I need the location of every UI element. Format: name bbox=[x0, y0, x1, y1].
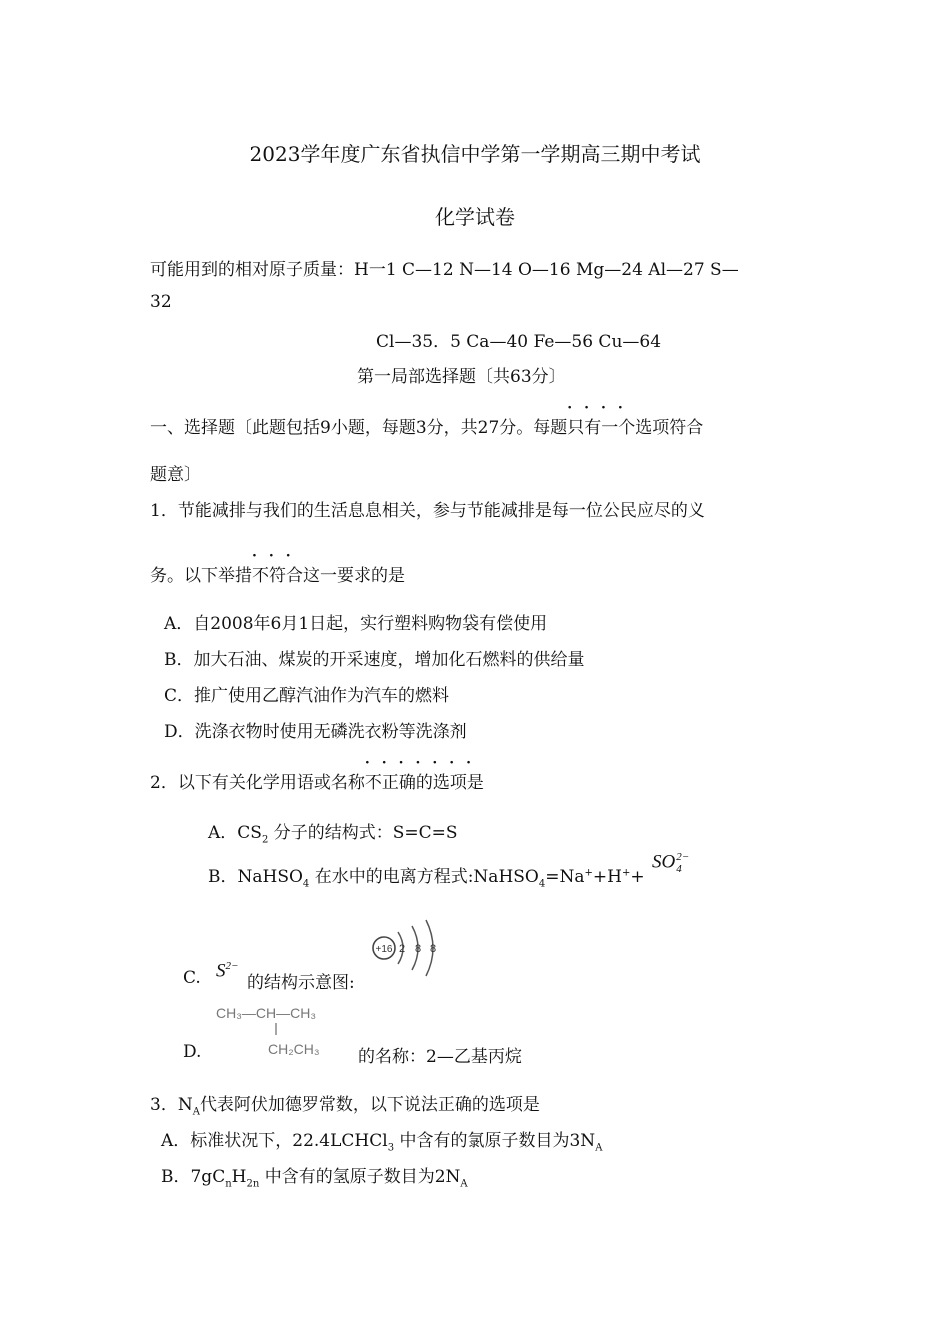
part1-heading: 第一局部选择题〔共63分〕 bbox=[357, 367, 566, 387]
emphasized-text: ······· 不正确的选项 bbox=[364, 755, 483, 793]
nucleus-charge: +16 bbox=[375, 944, 393, 955]
q1-option-b: B．加大石油、煤炭的开采速度，增加化石燃料的供给量 bbox=[164, 650, 585, 670]
exam-title: 2023学年度广东省执信中学第一学期高三期中考试 bbox=[249, 142, 701, 166]
ethyl-branch: CH₂CH₃ bbox=[268, 1041, 320, 1057]
structural-formula-diagram bbox=[214, 998, 359, 1062]
q1-stem-line2: 务。以下举措 ··· 不符合这一要求的是 bbox=[150, 548, 405, 586]
q3-option-a: A．标准状况下，22.4LCHCl$_3$ 中含有的氯原子数目为$3N_A$ bbox=[161, 1131, 603, 1154]
atomic-masses-line1: 可能用到的相对原子质量：H一1 C—12 N—14 O—16 Mg—24 Al—27 S— bbox=[150, 260, 739, 280]
q2-option-c-text: 的结构示意图: bbox=[247, 973, 355, 993]
main-chain: CH₃—CH—CH₃ bbox=[216, 1005, 317, 1021]
shell-electron-count: 8 bbox=[429, 943, 437, 955]
sulfide-ion-formula: $S^{2-}$ bbox=[216, 960, 239, 982]
shell-electron-count: 8 bbox=[414, 943, 422, 955]
q2-option-b: B．NaHSO$_4$ 在水中的电离方程式:NaHSO$_4$=Na++H++ bbox=[208, 867, 645, 890]
sulfide-atom-structure-diagram bbox=[368, 916, 450, 986]
atomic-masses-line1-cont: 32 bbox=[150, 292, 172, 312]
q1-option-d: D．洗涤衣物时使用无磷洗衣粉等洗涤剂 bbox=[164, 722, 467, 742]
part1-instructions-cont: 题意〕 bbox=[150, 465, 201, 485]
q1-stem-line1: 1．节能减排与我们的生活息息相关，参与节能减排是每一位公民应尽的义 bbox=[150, 501, 705, 521]
q2-option-a: A．$CS_2$ 分子的结构式：S=C=S bbox=[208, 823, 458, 846]
atomic-masses-line2: Cl—35．5 Ca—40 Fe—56 Cu—64 bbox=[376, 332, 662, 352]
sulfate-ion-formula: SO 2− 4 bbox=[652, 851, 690, 875]
q2-stem: 2．以下有关化学用语或名称 ······· 不正确的选项是 bbox=[150, 755, 484, 793]
q2-option-c-label: C. bbox=[183, 968, 201, 988]
emphasis-dots: ··· bbox=[252, 548, 303, 564]
q2-option-d-label: D. bbox=[183, 1042, 202, 1062]
q2-option-d-text: 的名称：2—乙基丙烷 bbox=[358, 1047, 522, 1067]
emphasis-dots: ···· bbox=[567, 400, 635, 416]
instructions-text: 一、选择题〔此题包括9小题，每题3分，共27分。每题 bbox=[150, 418, 568, 438]
q3-option-b: B．$7gC_nH_{2n}$ 中含有的氢原子数目为$2N_A$ bbox=[161, 1167, 468, 1190]
q3-stem: 3．$N_A$代表阿伏加德罗常数，以下说法正确的选项是 bbox=[150, 1095, 540, 1118]
emphasized-text: ··· 不符合 bbox=[252, 548, 303, 586]
q1-option-a: A．自2008年6月1日起，实行塑料购物袋有偿使用 bbox=[164, 614, 548, 634]
emphasized-text: ···· 只有一个 bbox=[567, 400, 636, 438]
part1-instructions: 一、选择题〔此题包括9小题，每题3分，共27分。每题 ···· 只有一个选项符合 bbox=[150, 400, 704, 438]
shell-electron-count: 2 bbox=[398, 943, 406, 955]
emphasis-dots: ······· bbox=[364, 755, 483, 771]
q1-option-c: C．推广使用乙醇汽油作为汽车的燃料 bbox=[164, 686, 450, 706]
exam-subtitle: 化学试卷 bbox=[435, 205, 515, 229]
